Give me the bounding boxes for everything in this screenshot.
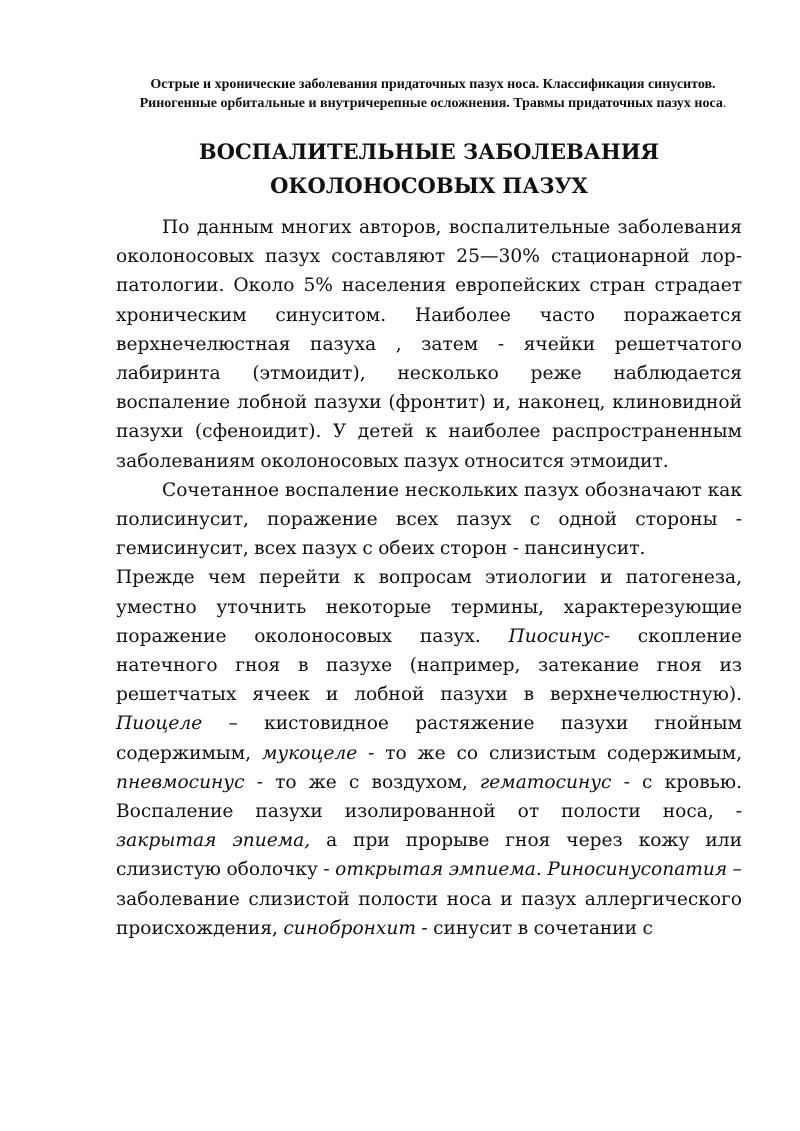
term-piocele: Пиоцеле	[116, 713, 203, 735]
p3-text-9: - синусит в сочетании с	[416, 917, 653, 939]
section-title-line-1: ВОСПАЛИТЕЛЬНЫЕ ЗАБОЛЕВАНИЯ	[198, 139, 660, 164]
term-mucocele: мукоцеле	[261, 742, 358, 764]
lecture-heading-period: .	[722, 96, 727, 111]
p3-text-7: а при прорыве гноя через кожу или слизистую оболочку -	[116, 830, 742, 881]
p3-text-1: Прежде чем перейти к вопросам этиологии и патогенеза, уместно уточнить некоторые термины, характерезующие поражение околоносовых пазух.	[116, 567, 742, 647]
term-piosinus: Пиосинус	[508, 625, 604, 647]
term-open-empyema: открытая эмпиема. Риносинусопатия	[335, 859, 728, 881]
paragraph-2: Сочетанное воспаление нескольких пазух обозначают как полисинусит, поражение всех пазух с одной стороны - гемисинусит, всех пазух с обеих сторон - пансинусит.	[116, 479, 742, 560]
paragraph-1: По данным многих авторов, воспалительные заболевания околоносовых пазух составляют 25—30% стационарной лор-патологии. Около 5% населения европейских стран страдает хроническим синуситом. Наиболее часто поражается верхнечелюстная пазуха , затем - ячейки решетчатого лабиринта (этмоидит), несколько реже наблюдается воспаление лобной пазухи (фронтит) и, наконец, клиновидной пазухи (сфеноидит). У детей к наиболее распространенным заболеваниям околоносовых пазух относится этмоидит.	[116, 217, 742, 472]
paragraph-3	[116, 563, 742, 943]
p3-text-8: – заболевание слизистой полости носа и пазух аллергического происхождения,	[116, 859, 742, 939]
body-text	[116, 213, 742, 943]
section-title-line-2: ОКОЛОНОСОВЫХ ПАЗУХ	[270, 173, 588, 198]
p3-text-4: - то же со слизистым содержимым,	[357, 742, 742, 764]
p3-text-3: – кистовидное растяжение пазухи гнойным содержимым,	[116, 713, 742, 764]
term-closed-empyema: закрытая эпиема,	[116, 830, 311, 852]
p3-text-2: - скопление натечного гноя в пазухе (например, затекание гноя из решетчатых ячеек и лобной пазухи в верхнечелюстную).	[116, 625, 743, 706]
term-pneumosinus: пневмосинус	[116, 771, 245, 793]
lecture-heading-text: Острые и хронические заболевания придаточных пазух носа. Классификация синуситов. Риногенные орбитальные и внутричерепные осложнения. Травмы придаточных пазух носа	[139, 77, 723, 111]
p3-text-5: - то же с воздухом,	[244, 771, 480, 793]
term-hematosinus: гематосинус	[479, 771, 612, 793]
p3-text-6: - с кровью. Воспаление пазухи изолированной от полости носа, -	[116, 771, 742, 823]
lecture-heading	[116, 75, 742, 113]
section-title	[116, 135, 742, 203]
term-sinobronchitis: синобронхит	[283, 917, 416, 939]
